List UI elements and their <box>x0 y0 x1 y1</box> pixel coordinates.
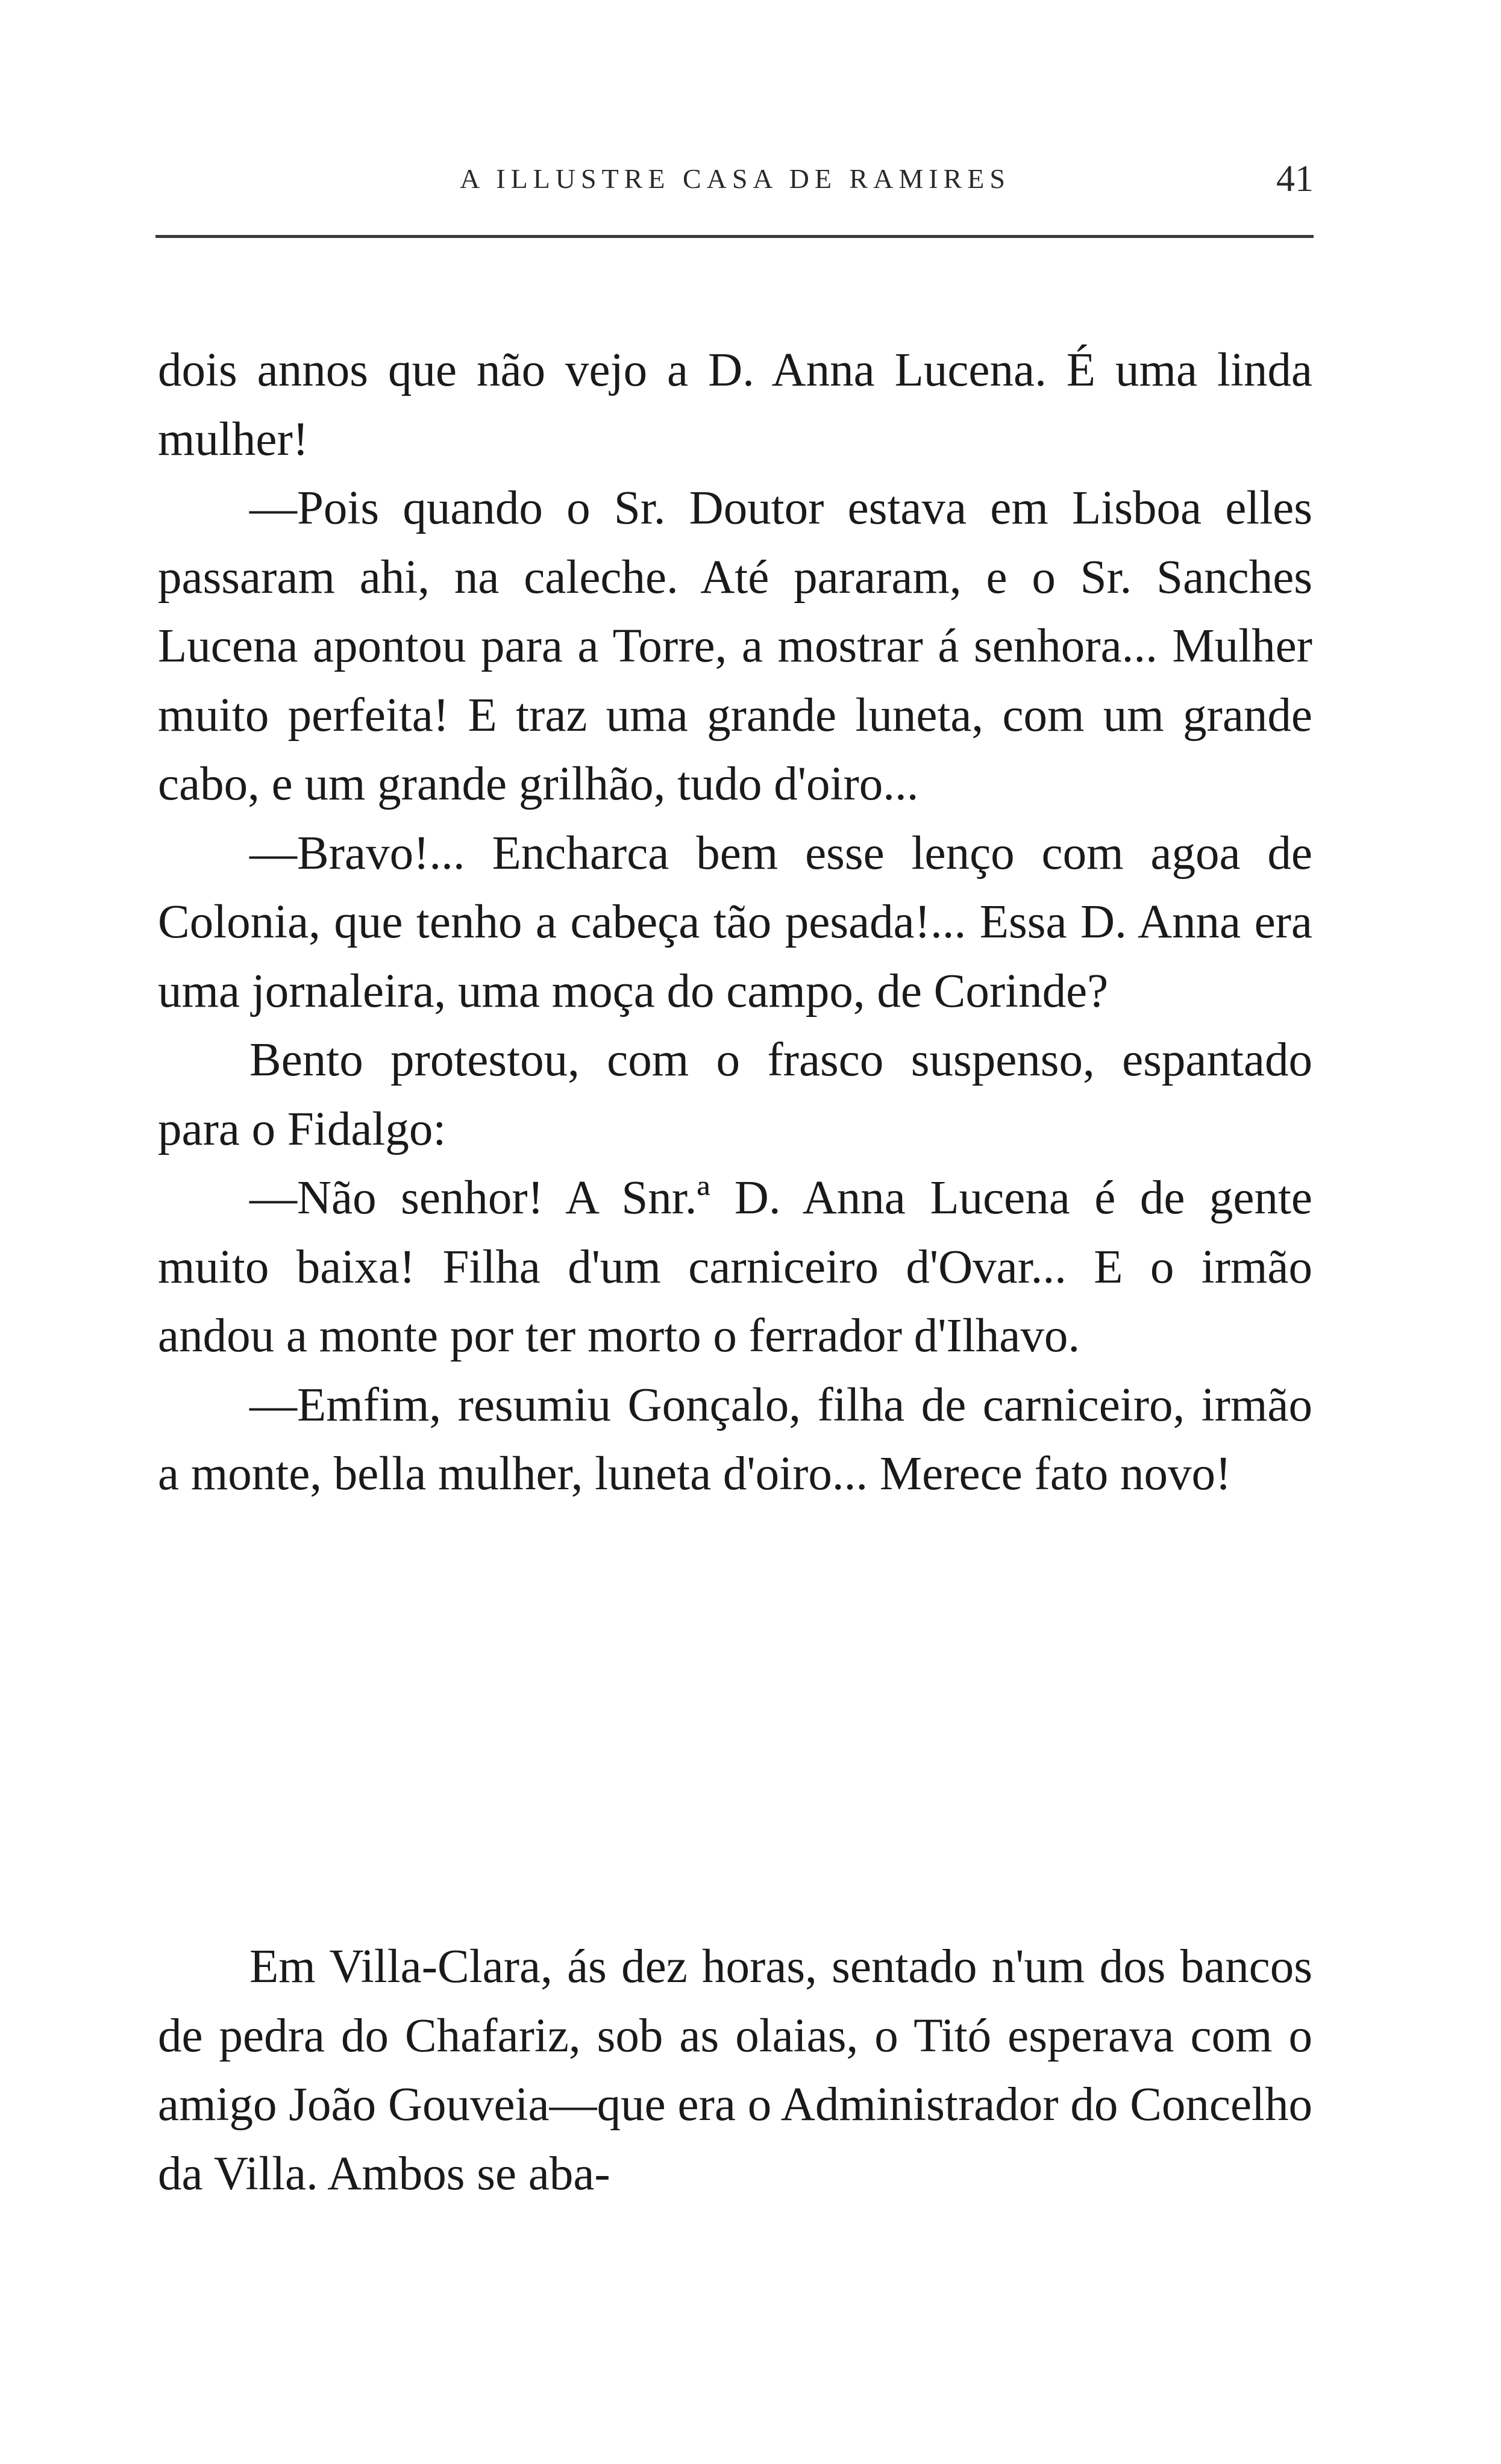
paragraph-7: Em Villa-Clara, ás dez horas, sentado n'um dos bancos de pedra do Chafariz, sob as olaias, o Titó esperava com o amigo João Gouveia—que era o Administrador do Concelho da Villa. Ambos se aba- <box>158 1940 1312 2200</box>
running-head <box>157 158 1314 206</box>
text-block-main <box>158 336 1312 1509</box>
header-rule <box>155 235 1314 238</box>
paragraph-5: —Não senhor! A Snr.ª D. Anna Lucena é de gente muito baixa! Filha d'um carniceiro d'Ovar... E o irmão andou a monte por ter morto o ferrador d'Ilhavo. <box>158 1172 1312 1362</box>
paragraph-6: —Emfim, resumiu Gonçalo, filha de carniceiro, irmão a monte, bella mulher, luneta d'oiro... Merece fato novo! <box>158 1378 1312 1500</box>
running-title: A ILLUSTRE CASA DE RAMIRES <box>460 163 1011 194</box>
paragraph-2: —Pois quando o Sr. Doutor estava em Lisboa elles passaram ahi, na caleche. Até pararam, e o Sr. Sanches Lucena apontou para a Torre, a mostrar á senhora... Mulher muito perfeita! E traz uma grande luneta, com um grande cabo, e um grande grilhão, tudo d'oiro... <box>158 482 1312 810</box>
paragraph-4: Bento protestou, com o frasco suspenso, espantado para o Fidalgo: <box>158 1034 1312 1155</box>
paragraph-1: dois annos que não vejo a D. Anna Lucena. É uma linda mulher! <box>158 344 1312 466</box>
paragraph-3: —Bravo!... Encharca bem esse lenço com agoa de Colonia, que tenho a cabeça tão pesada!... Essa D. Anna era uma jornaleira, uma moça do campo, de Corinde? <box>158 827 1312 1018</box>
text-block-new-section <box>158 1933 1312 2209</box>
page-number: 41 <box>1276 158 1314 199</box>
